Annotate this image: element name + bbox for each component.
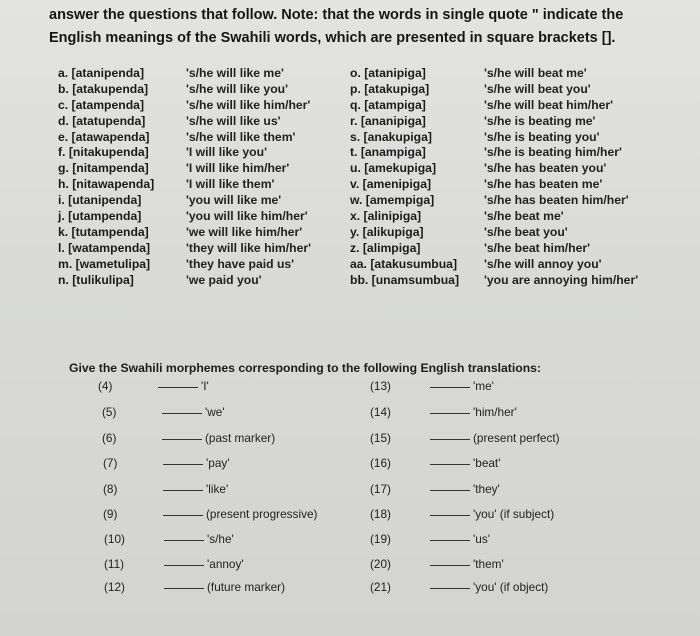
swahili-word: j. [utampenda]	[58, 209, 142, 224]
list-item	[58, 145, 311, 161]
swahili-word: a. [atanipenda]	[58, 66, 145, 80]
list-item	[58, 114, 311, 130]
list-item	[58, 177, 311, 193]
list-item	[58, 241, 311, 257]
question-item	[370, 482, 500, 496]
question-item	[370, 405, 517, 419]
question-item	[370, 532, 490, 546]
swahili-word: k. [tutampenda]	[58, 224, 149, 239]
question-number: (14)	[370, 405, 391, 419]
english-meaning: 's/he has beaten me'	[484, 177, 603, 192]
english-meaning: 's/he will like him/her'	[186, 97, 311, 112]
list-item	[350, 193, 638, 209]
english-meaning: 'we will like him/her'	[186, 224, 303, 239]
swahili-word: m. [wametulipa]	[58, 256, 151, 271]
answer-blank[interactable]	[164, 564, 204, 566]
question-gloss: (present progressive)	[206, 507, 318, 521]
answer-blank[interactable]	[430, 564, 470, 566]
question-item	[103, 507, 317, 521]
swahili-word: c. [atampenda]	[58, 97, 145, 112]
list-item	[350, 257, 638, 273]
question-number: (7)	[103, 456, 118, 470]
english-meaning: 'you will like him/her'	[186, 209, 308, 224]
question-gloss: 'them'	[473, 557, 504, 571]
answer-blank[interactable]	[164, 587, 204, 589]
question-gloss: 'you' (if object)	[473, 580, 549, 594]
english-meaning: 's/he beat you'	[484, 224, 568, 239]
list-item	[58, 225, 311, 241]
english-meaning: 's/he will like them'	[186, 129, 296, 144]
answer-blank[interactable]	[164, 539, 204, 541]
swahili-word: e. [atawapenda]	[58, 129, 150, 144]
english-meaning: 's/he has beaten him/her'	[484, 193, 629, 208]
question-gloss: 'you' (if subject)	[473, 507, 555, 521]
question-item	[104, 580, 285, 594]
answer-blank[interactable]	[430, 386, 470, 388]
swahili-word: v. [amenipiga]	[350, 177, 432, 192]
swahili-word: p. [atakupiga]	[350, 81, 430, 96]
swahili-word: d. [atatupenda]	[58, 113, 146, 128]
question-number: (17)	[370, 482, 391, 496]
english-meaning: 's/he will like you'	[186, 81, 288, 96]
word-list-left	[58, 66, 311, 288]
question-number: (5)	[102, 405, 117, 419]
question-item	[104, 532, 234, 546]
question-gloss: 'me'	[473, 379, 494, 393]
question-gloss: 'we'	[205, 405, 225, 419]
list-item	[350, 66, 638, 82]
question-item	[370, 580, 548, 594]
list-item	[58, 82, 311, 98]
swahili-word: b. [atakupenda]	[58, 81, 149, 96]
swahili-word: aa. [atakusumbua]	[350, 256, 458, 271]
english-meaning: 's/he will like me'	[186, 66, 284, 80]
list-item	[58, 257, 311, 273]
list-item	[350, 273, 638, 289]
question-heading: Give the Swahili morphemes corresponding to the following English translations:	[69, 361, 541, 375]
english-meaning: 's/he will like us'	[186, 113, 281, 128]
answer-blank[interactable]	[163, 514, 203, 516]
list-item	[350, 177, 638, 193]
question-item	[102, 405, 225, 419]
question-gloss: 'annoy'	[207, 557, 244, 571]
question-gloss: 'I'	[201, 379, 209, 393]
answer-blank[interactable]	[158, 386, 198, 388]
list-item	[58, 130, 311, 146]
question-item	[370, 507, 554, 521]
question-gloss: 'us'	[473, 532, 490, 546]
question-number: (8)	[103, 482, 118, 496]
english-meaning: 'I will like them'	[186, 177, 275, 192]
question-gloss: 'they'	[473, 482, 500, 496]
swahili-word: t. [anampiga]	[350, 145, 426, 160]
instructions-text: answer the questions that follow. Note: that the words in single quote " indicate the English meanings of the Swahili words, which are presented in square brackets [].	[49, 7, 624, 46]
english-meaning: 'we paid you'	[186, 272, 262, 287]
answer-blank[interactable]	[430, 438, 470, 440]
list-item	[58, 98, 311, 114]
question-gloss: 's/he'	[207, 532, 234, 546]
question-item	[102, 431, 275, 445]
english-meaning: 's/he has beaten you'	[484, 161, 607, 176]
english-meaning: 's/he will beat you'	[484, 81, 591, 96]
list-item	[58, 209, 311, 225]
answer-blank[interactable]	[430, 587, 470, 589]
swahili-word: s. [anakupiga]	[350, 129, 432, 144]
list-item	[350, 225, 638, 241]
answer-blank[interactable]	[430, 412, 470, 414]
english-meaning: 's/he is beating me'	[484, 113, 596, 128]
question-gloss: (future marker)	[207, 580, 286, 594]
question-gloss: (past marker)	[205, 431, 276, 445]
question-number: (20)	[370, 557, 391, 571]
question-number: (9)	[103, 507, 118, 521]
question-number: (4)	[98, 379, 113, 393]
swahili-word: z. [alimpiga]	[350, 240, 421, 255]
list-item	[350, 145, 638, 161]
question-item	[370, 456, 500, 470]
question-number: (18)	[370, 507, 391, 521]
english-meaning: 's/he beat me'	[484, 209, 564, 224]
question-item	[104, 557, 244, 571]
list-item	[58, 66, 311, 82]
question-item	[370, 379, 494, 393]
list-item	[350, 161, 638, 177]
list-item	[350, 130, 638, 146]
question-item	[103, 482, 228, 496]
english-meaning: 'I will like him/her'	[186, 161, 290, 176]
swahili-word: bb. [unamsumbua]	[350, 272, 460, 287]
english-meaning: 'you will like me'	[186, 193, 282, 208]
answer-blank[interactable]	[430, 514, 470, 516]
list-item	[350, 209, 638, 225]
question-number: (12)	[104, 580, 125, 594]
answer-blank[interactable]	[163, 463, 203, 465]
english-meaning: 's/he is beating him/her'	[484, 145, 622, 160]
question-item	[103, 456, 230, 470]
swahili-word: l. [watampenda]	[58, 240, 151, 255]
question-number: (16)	[370, 456, 391, 470]
swahili-word: w. [amempiga]	[350, 193, 435, 208]
question-gloss: 'him/her'	[473, 405, 517, 419]
answer-blank[interactable]	[430, 463, 470, 465]
swahili-word: i. [utanipenda]	[58, 193, 142, 208]
question-gloss: 'beat'	[473, 456, 501, 470]
swahili-word: h. [nitawapenda]	[58, 177, 155, 192]
english-meaning: 's/he will beat him/her'	[484, 97, 614, 112]
swahili-word: r. [ananipiga]	[350, 113, 426, 128]
question-gloss: 'pay'	[206, 456, 230, 470]
swahili-word: y. [alikupiga]	[350, 224, 424, 239]
answer-blank[interactable]	[430, 539, 470, 541]
english-meaning: 'you are annoying him/her'	[484, 272, 639, 287]
answer-blank[interactable]	[430, 489, 470, 491]
english-meaning: 's/he will beat me'	[484, 66, 587, 80]
word-list-right	[350, 66, 638, 288]
list-item	[350, 114, 638, 130]
english-meaning: 's/he will annoy you'	[484, 256, 602, 271]
english-meaning: 's/he beat him/her'	[484, 240, 591, 255]
question-number: (6)	[102, 431, 117, 445]
swahili-word: u. [amekupiga]	[350, 161, 437, 176]
question-item	[370, 431, 560, 445]
list-item	[350, 82, 638, 98]
english-meaning: 'I will like you'	[186, 145, 267, 160]
answer-blank[interactable]	[163, 489, 203, 491]
swahili-word: n. [tulikulipa]	[58, 272, 134, 287]
question-number: (15)	[370, 431, 391, 445]
swahili-word: x. [alinipiga]	[350, 209, 422, 224]
question-gloss: (present perfect)	[473, 431, 560, 445]
answer-blank[interactable]	[162, 412, 202, 414]
question-item	[370, 557, 504, 571]
english-meaning: 'they will like him/her'	[186, 240, 311, 255]
swahili-word: g. [nitampenda]	[58, 161, 149, 176]
question-number: (19)	[370, 532, 391, 546]
question-number: (13)	[370, 379, 391, 393]
list-item	[350, 98, 638, 114]
swahili-word: q. [atampiga]	[350, 97, 426, 112]
question-number: (21)	[370, 580, 391, 594]
list-item	[350, 241, 638, 257]
answer-blank[interactable]	[162, 438, 202, 440]
list-item	[58, 193, 311, 209]
question-gloss: 'like'	[206, 482, 229, 496]
english-meaning: 'they have paid us'	[186, 256, 295, 271]
question-number: (11)	[104, 557, 125, 571]
question-item	[98, 379, 209, 393]
swahili-word: f. [nitakupenda]	[58, 145, 149, 160]
swahili-word: o. [atanipiga]	[350, 66, 426, 80]
english-meaning: 's/he is beating you'	[484, 129, 600, 144]
list-item	[58, 273, 311, 289]
list-item	[58, 161, 311, 177]
question-number: (10)	[104, 532, 125, 546]
